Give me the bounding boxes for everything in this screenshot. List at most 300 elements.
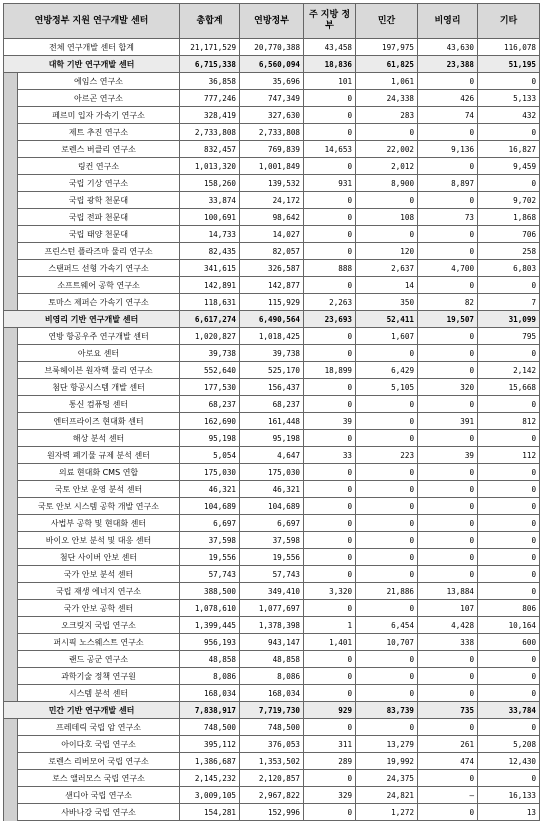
state-local-cell: 0 xyxy=(304,328,356,345)
state-local-cell: 0 xyxy=(304,209,356,226)
row-indent xyxy=(4,804,18,821)
row-indent xyxy=(4,481,18,498)
state-local-cell: 931 xyxy=(304,175,356,192)
total-cell: 48,858 xyxy=(180,651,240,668)
row-indent xyxy=(4,124,18,141)
federal-cell: 1,378,398 xyxy=(240,617,304,634)
nonprofit-cell: 13,884 xyxy=(418,583,478,600)
private-cell: 0 xyxy=(356,651,418,668)
nonprofit-cell: 0 xyxy=(418,498,478,515)
other-cell: 0 xyxy=(478,175,540,192)
other-cell: 16,133 xyxy=(478,787,540,804)
total-cell: 832,457 xyxy=(180,141,240,158)
nonprofit-cell: 735 xyxy=(418,702,478,719)
table-row xyxy=(4,328,540,345)
total-cell: 6,697 xyxy=(180,515,240,532)
table-row xyxy=(4,260,540,277)
center-name-cell: 프린스턴 플라즈마 물리 연구소 xyxy=(18,243,180,260)
center-name-cell: 국토 안보 시스템 공학 개발 연구소 xyxy=(18,498,180,515)
nonprofit-cell: 0 xyxy=(418,396,478,413)
other-cell: 33,784 xyxy=(478,702,540,719)
table-row xyxy=(4,549,540,566)
rnd-center-funding-table xyxy=(3,3,540,821)
state-local-cell: 0 xyxy=(304,532,356,549)
other-cell: 9,459 xyxy=(478,158,540,175)
federal-cell: 1,001,849 xyxy=(240,158,304,175)
private-cell: 8,900 xyxy=(356,175,418,192)
state-local-cell: 0 xyxy=(304,277,356,294)
state-local-cell: 3,320 xyxy=(304,583,356,600)
federal-cell: 156,437 xyxy=(240,379,304,396)
other-cell: 31,099 xyxy=(478,311,540,328)
federal-cell: 104,689 xyxy=(240,498,304,515)
row-indent xyxy=(4,209,18,226)
nonprofit-cell: 0 xyxy=(418,668,478,685)
center-name-cell: 민간 기반 연구개발 센터 xyxy=(4,702,180,719)
total-row xyxy=(4,39,540,56)
total-cell: 118,631 xyxy=(180,294,240,311)
table-row xyxy=(4,787,540,804)
nonprofit-cell: 474 xyxy=(418,753,478,770)
row-indent xyxy=(4,447,18,464)
row-indent xyxy=(4,396,18,413)
total-cell: 395,112 xyxy=(180,736,240,753)
state-local-cell: 289 xyxy=(304,753,356,770)
table-row xyxy=(4,770,540,787)
federal-cell: 1,353,502 xyxy=(240,753,304,770)
row-indent xyxy=(4,464,18,481)
center-name-cell: 대학 기반 연구개발 센터 xyxy=(4,56,180,73)
other-cell: 5,133 xyxy=(478,90,540,107)
other-cell: 0 xyxy=(478,532,540,549)
federal-cell: 152,996 xyxy=(240,804,304,821)
federal-cell: 142,877 xyxy=(240,277,304,294)
state-local-cell: 0 xyxy=(304,600,356,617)
table-row xyxy=(4,90,540,107)
center-name-cell: 원자력 폐기물 규제 분석 센터 xyxy=(18,447,180,464)
table-row xyxy=(4,736,540,753)
private-cell: 0 xyxy=(356,481,418,498)
private-cell: 6,454 xyxy=(356,617,418,634)
other-cell: 0 xyxy=(478,396,540,413)
nonprofit-cell: 0 xyxy=(418,345,478,362)
nonprofit-cell: 0 xyxy=(418,328,478,345)
table-row xyxy=(4,107,540,124)
total-cell: 21,171,529 xyxy=(180,39,240,56)
state-local-cell: 0 xyxy=(304,549,356,566)
table-row xyxy=(4,379,540,396)
header-private: 민간 xyxy=(356,4,418,39)
center-name-cell: 첨단 항공시스템 개발 센터 xyxy=(18,379,180,396)
center-name-cell: 국립 태양 천문대 xyxy=(18,226,180,243)
state-local-cell: 1,401 xyxy=(304,634,356,651)
nonprofit-cell: 0 xyxy=(418,549,478,566)
federal-cell: 7,719,730 xyxy=(240,702,304,719)
header-federal: 연방정부 xyxy=(240,4,304,39)
nonprofit-cell: 0 xyxy=(418,192,478,209)
private-cell: 350 xyxy=(356,294,418,311)
federal-cell: 39,738 xyxy=(240,345,304,362)
other-cell: 5,208 xyxy=(478,736,540,753)
total-cell: 8,086 xyxy=(180,668,240,685)
private-cell: 2,637 xyxy=(356,260,418,277)
nonprofit-cell: 391 xyxy=(418,413,478,430)
nonprofit-cell: – xyxy=(418,787,478,804)
other-cell: 2,142 xyxy=(478,362,540,379)
state-local-cell: 18,899 xyxy=(304,362,356,379)
total-cell: 1,078,610 xyxy=(180,600,240,617)
federal-cell: 525,170 xyxy=(240,362,304,379)
federal-cell: 748,500 xyxy=(240,719,304,736)
private-cell: 13,279 xyxy=(356,736,418,753)
total-cell: 177,530 xyxy=(180,379,240,396)
other-cell: 806 xyxy=(478,600,540,617)
total-cell: 14,733 xyxy=(180,226,240,243)
private-cell: 0 xyxy=(356,396,418,413)
other-cell: 0 xyxy=(478,770,540,787)
table-row xyxy=(4,124,540,141)
center-name-cell: 소프트웨어 공학 연구소 xyxy=(18,277,180,294)
nonprofit-cell: 4,428 xyxy=(418,617,478,634)
state-local-cell: 0 xyxy=(304,430,356,447)
nonprofit-cell: 19,507 xyxy=(418,311,478,328)
total-cell: 142,891 xyxy=(180,277,240,294)
state-local-cell: 1 xyxy=(304,617,356,634)
row-indent xyxy=(4,498,18,515)
center-name-cell: 국토 안보 운영 분석 센터 xyxy=(18,481,180,498)
federal-cell: 35,696 xyxy=(240,73,304,90)
row-indent xyxy=(4,73,18,90)
table-header xyxy=(4,4,540,39)
other-cell: 16,827 xyxy=(478,141,540,158)
row-indent xyxy=(4,175,18,192)
total-cell: 388,500 xyxy=(180,583,240,600)
table-row xyxy=(4,515,540,532)
federal-cell: 326,587 xyxy=(240,260,304,277)
center-name-cell: 토마스 제퍼슨 가속기 연구소 xyxy=(18,294,180,311)
federal-cell: 769,839 xyxy=(240,141,304,158)
center-name-cell: 비영리 기반 연구개발 센터 xyxy=(4,311,180,328)
row-indent xyxy=(4,277,18,294)
nonprofit-cell: 9,136 xyxy=(418,141,478,158)
table-row xyxy=(4,566,540,583)
private-cell: 0 xyxy=(356,668,418,685)
table-row xyxy=(4,668,540,685)
private-cell: 0 xyxy=(356,532,418,549)
federal-cell: 1,018,425 xyxy=(240,328,304,345)
center-name-cell: 사바나강 국립 연구소 xyxy=(18,804,180,821)
table-row xyxy=(4,73,540,90)
total-cell: 57,743 xyxy=(180,566,240,583)
row-indent xyxy=(4,753,18,770)
row-indent xyxy=(4,668,18,685)
row-indent xyxy=(4,685,18,702)
nonprofit-cell: 0 xyxy=(418,685,478,702)
total-cell: 100,691 xyxy=(180,209,240,226)
total-cell: 46,321 xyxy=(180,481,240,498)
federal-cell: 8,086 xyxy=(240,668,304,685)
nonprofit-cell: 0 xyxy=(418,651,478,668)
total-cell: 37,598 xyxy=(180,532,240,549)
center-name-cell: 로스 앨러모스 국립 연구소 xyxy=(18,770,180,787)
table-row xyxy=(4,141,540,158)
center-name-cell: 에임스 연구소 xyxy=(18,73,180,90)
other-cell: 0 xyxy=(478,515,540,532)
federal-cell: 6,697 xyxy=(240,515,304,532)
total-cell: 2,733,808 xyxy=(180,124,240,141)
private-cell: 61,825 xyxy=(356,56,418,73)
nonprofit-cell: 261 xyxy=(418,736,478,753)
federal-cell: 20,770,388 xyxy=(240,39,304,56)
other-cell: 0 xyxy=(478,124,540,141)
nonprofit-cell: 39 xyxy=(418,447,478,464)
nonprofit-cell: 82 xyxy=(418,294,478,311)
center-name-cell: 스탠퍼드 선형 가속기 연구소 xyxy=(18,260,180,277)
federal-cell: 161,448 xyxy=(240,413,304,430)
table-row xyxy=(4,294,540,311)
total-cell: 341,615 xyxy=(180,260,240,277)
row-indent xyxy=(4,549,18,566)
state-local-cell: 0 xyxy=(304,226,356,243)
federal-cell: 376,053 xyxy=(240,736,304,753)
center-name-cell: 연방 항공우주 연구개발 센터 xyxy=(18,328,180,345)
header-center-name: 연방정부 지원 연구개발 센터 xyxy=(4,4,180,39)
federal-cell: 327,630 xyxy=(240,107,304,124)
table-row xyxy=(4,498,540,515)
center-name-cell: 의료 현대화 CMS 연합 xyxy=(18,464,180,481)
group-row xyxy=(4,311,540,328)
center-name-cell: 로렌스 버클리 연구소 xyxy=(18,141,180,158)
table-row xyxy=(4,362,540,379)
table-body xyxy=(4,39,540,821)
total-cell: 95,198 xyxy=(180,430,240,447)
other-cell: 0 xyxy=(478,719,540,736)
center-name-cell: 시스템 분석 센터 xyxy=(18,685,180,702)
total-cell: 5,054 xyxy=(180,447,240,464)
private-cell: 0 xyxy=(356,566,418,583)
nonprofit-cell: 0 xyxy=(418,481,478,498)
private-cell: 1,272 xyxy=(356,804,418,821)
federal-cell: 2,967,822 xyxy=(240,787,304,804)
other-cell: 0 xyxy=(478,651,540,668)
total-cell: 36,858 xyxy=(180,73,240,90)
federal-cell: 82,057 xyxy=(240,243,304,260)
state-local-cell: 0 xyxy=(304,379,356,396)
total-cell: 39,738 xyxy=(180,345,240,362)
private-cell: 19,992 xyxy=(356,753,418,770)
nonprofit-cell: 0 xyxy=(418,719,478,736)
other-cell: 600 xyxy=(478,634,540,651)
federal-cell: 6,490,564 xyxy=(240,311,304,328)
center-name-cell: 페르미 입자 가속기 연구소 xyxy=(18,107,180,124)
other-cell: 112 xyxy=(478,447,540,464)
other-cell: 51,195 xyxy=(478,56,540,73)
federal-cell: 168,034 xyxy=(240,685,304,702)
table-row xyxy=(4,685,540,702)
total-cell: 6,715,338 xyxy=(180,56,240,73)
total-cell: 2,145,232 xyxy=(180,770,240,787)
private-cell: 21,886 xyxy=(356,583,418,600)
row-indent xyxy=(4,651,18,668)
total-cell: 1,020,827 xyxy=(180,328,240,345)
total-cell: 162,690 xyxy=(180,413,240,430)
other-cell: 116,078 xyxy=(478,39,540,56)
other-cell: 706 xyxy=(478,226,540,243)
federal-cell: 1,077,697 xyxy=(240,600,304,617)
federal-cell: 95,198 xyxy=(240,430,304,447)
state-local-cell: 0 xyxy=(304,719,356,736)
table-row xyxy=(4,719,540,736)
state-local-cell: 101 xyxy=(304,73,356,90)
nonprofit-cell: 74 xyxy=(418,107,478,124)
row-indent xyxy=(4,430,18,447)
table-row xyxy=(4,532,540,549)
total-cell: 3,009,105 xyxy=(180,787,240,804)
state-local-cell: 0 xyxy=(304,396,356,413)
private-cell: 2,012 xyxy=(356,158,418,175)
state-local-cell: 33 xyxy=(304,447,356,464)
center-name-cell: 과학기술 정책 연구원 xyxy=(18,668,180,685)
table-row xyxy=(4,481,540,498)
state-local-cell: 0 xyxy=(304,243,356,260)
state-local-cell: 0 xyxy=(304,192,356,209)
table-row xyxy=(4,753,540,770)
total-cell: 1,386,687 xyxy=(180,753,240,770)
private-cell: 6,429 xyxy=(356,362,418,379)
center-name-cell: 퍼시픽 노스웨스트 연구소 xyxy=(18,634,180,651)
nonprofit-cell: 0 xyxy=(418,158,478,175)
other-cell: 6,803 xyxy=(478,260,540,277)
private-cell: 197,975 xyxy=(356,39,418,56)
nonprofit-cell: 0 xyxy=(418,243,478,260)
table-row xyxy=(4,345,540,362)
center-name-cell: 링컨 연구소 xyxy=(18,158,180,175)
row-indent xyxy=(4,192,18,209)
nonprofit-cell: 0 xyxy=(418,566,478,583)
header-total: 총합계 xyxy=(180,4,240,39)
state-local-cell: 0 xyxy=(304,566,356,583)
center-name-cell: 브룩헤이븐 원자핵 물리 연구소 xyxy=(18,362,180,379)
row-indent xyxy=(4,362,18,379)
table-row xyxy=(4,243,540,260)
other-cell: 9,702 xyxy=(478,192,540,209)
nonprofit-cell: 0 xyxy=(418,430,478,447)
state-local-cell: 18,836 xyxy=(304,56,356,73)
private-cell: 0 xyxy=(356,600,418,617)
total-cell: 19,556 xyxy=(180,549,240,566)
federal-cell: 46,321 xyxy=(240,481,304,498)
nonprofit-cell: 73 xyxy=(418,209,478,226)
row-indent xyxy=(4,379,18,396)
private-cell: 0 xyxy=(356,413,418,430)
center-name-cell: 해상 분석 센터 xyxy=(18,430,180,447)
state-local-cell: 311 xyxy=(304,736,356,753)
table-row xyxy=(4,651,540,668)
other-cell: 10,164 xyxy=(478,617,540,634)
nonprofit-cell: 320 xyxy=(418,379,478,396)
nonprofit-cell: 338 xyxy=(418,634,478,651)
other-cell: 0 xyxy=(478,583,540,600)
total-cell: 1,013,320 xyxy=(180,158,240,175)
center-name-cell: 국립 기상 연구소 xyxy=(18,175,180,192)
total-cell: 956,193 xyxy=(180,634,240,651)
row-indent xyxy=(4,107,18,124)
private-cell: 0 xyxy=(356,719,418,736)
other-cell: 1,868 xyxy=(478,209,540,226)
nonprofit-cell: 43,630 xyxy=(418,39,478,56)
header-other: 기타 xyxy=(478,4,540,39)
table-row xyxy=(4,464,540,481)
center-name-cell: 국립 재생 에너지 연구소 xyxy=(18,583,180,600)
private-cell: 0 xyxy=(356,515,418,532)
center-name-cell: 프레데릭 국립 암 연구소 xyxy=(18,719,180,736)
row-indent xyxy=(4,719,18,736)
center-name-cell: 샌디아 국립 연구소 xyxy=(18,787,180,804)
total-cell: 7,838,917 xyxy=(180,702,240,719)
total-cell: 104,689 xyxy=(180,498,240,515)
nonprofit-cell: 0 xyxy=(418,226,478,243)
nonprofit-cell: 107 xyxy=(418,600,478,617)
total-cell: 68,237 xyxy=(180,396,240,413)
private-cell: 283 xyxy=(356,107,418,124)
federal-cell: 175,030 xyxy=(240,464,304,481)
other-cell: 0 xyxy=(478,464,540,481)
table-row xyxy=(4,804,540,821)
private-cell: 0 xyxy=(356,685,418,702)
table-row xyxy=(4,158,540,175)
table-row xyxy=(4,209,540,226)
other-cell: 0 xyxy=(478,668,540,685)
state-local-cell: 0 xyxy=(304,107,356,124)
private-cell: 1,607 xyxy=(356,328,418,345)
nonprofit-cell: 0 xyxy=(418,73,478,90)
state-local-cell: 0 xyxy=(304,90,356,107)
federal-cell: 98,642 xyxy=(240,209,304,226)
other-cell: 0 xyxy=(478,566,540,583)
nonprofit-cell: 0 xyxy=(418,804,478,821)
private-cell: 120 xyxy=(356,243,418,260)
other-cell: 15,668 xyxy=(478,379,540,396)
private-cell: 0 xyxy=(356,430,418,447)
private-cell: 22,002 xyxy=(356,141,418,158)
rnd-center-table-container xyxy=(3,3,539,821)
state-local-cell: 0 xyxy=(304,685,356,702)
other-cell: 0 xyxy=(478,549,540,566)
row-indent xyxy=(4,345,18,362)
federal-cell: 4,647 xyxy=(240,447,304,464)
center-name-cell: 아이다호 국립 연구소 xyxy=(18,736,180,753)
total-cell: 777,246 xyxy=(180,90,240,107)
total-cell: 82,435 xyxy=(180,243,240,260)
center-name-cell: 바이오 안보 분석 및 대응 센터 xyxy=(18,532,180,549)
row-indent xyxy=(4,260,18,277)
row-indent xyxy=(4,634,18,651)
nonprofit-cell: 0 xyxy=(418,515,478,532)
state-local-cell: 0 xyxy=(304,804,356,821)
table-row xyxy=(4,447,540,464)
nonprofit-cell: 0 xyxy=(418,362,478,379)
state-local-cell: 888 xyxy=(304,260,356,277)
header-nonprofit: 비영리 xyxy=(418,4,478,39)
center-name-cell: 국가 안보 분석 센터 xyxy=(18,566,180,583)
row-indent xyxy=(4,413,18,430)
private-cell: 83,739 xyxy=(356,702,418,719)
row-indent xyxy=(4,158,18,175)
private-cell: 24,821 xyxy=(356,787,418,804)
center-name-cell: 국립 전파 천문대 xyxy=(18,209,180,226)
row-indent xyxy=(4,583,18,600)
row-indent xyxy=(4,770,18,787)
